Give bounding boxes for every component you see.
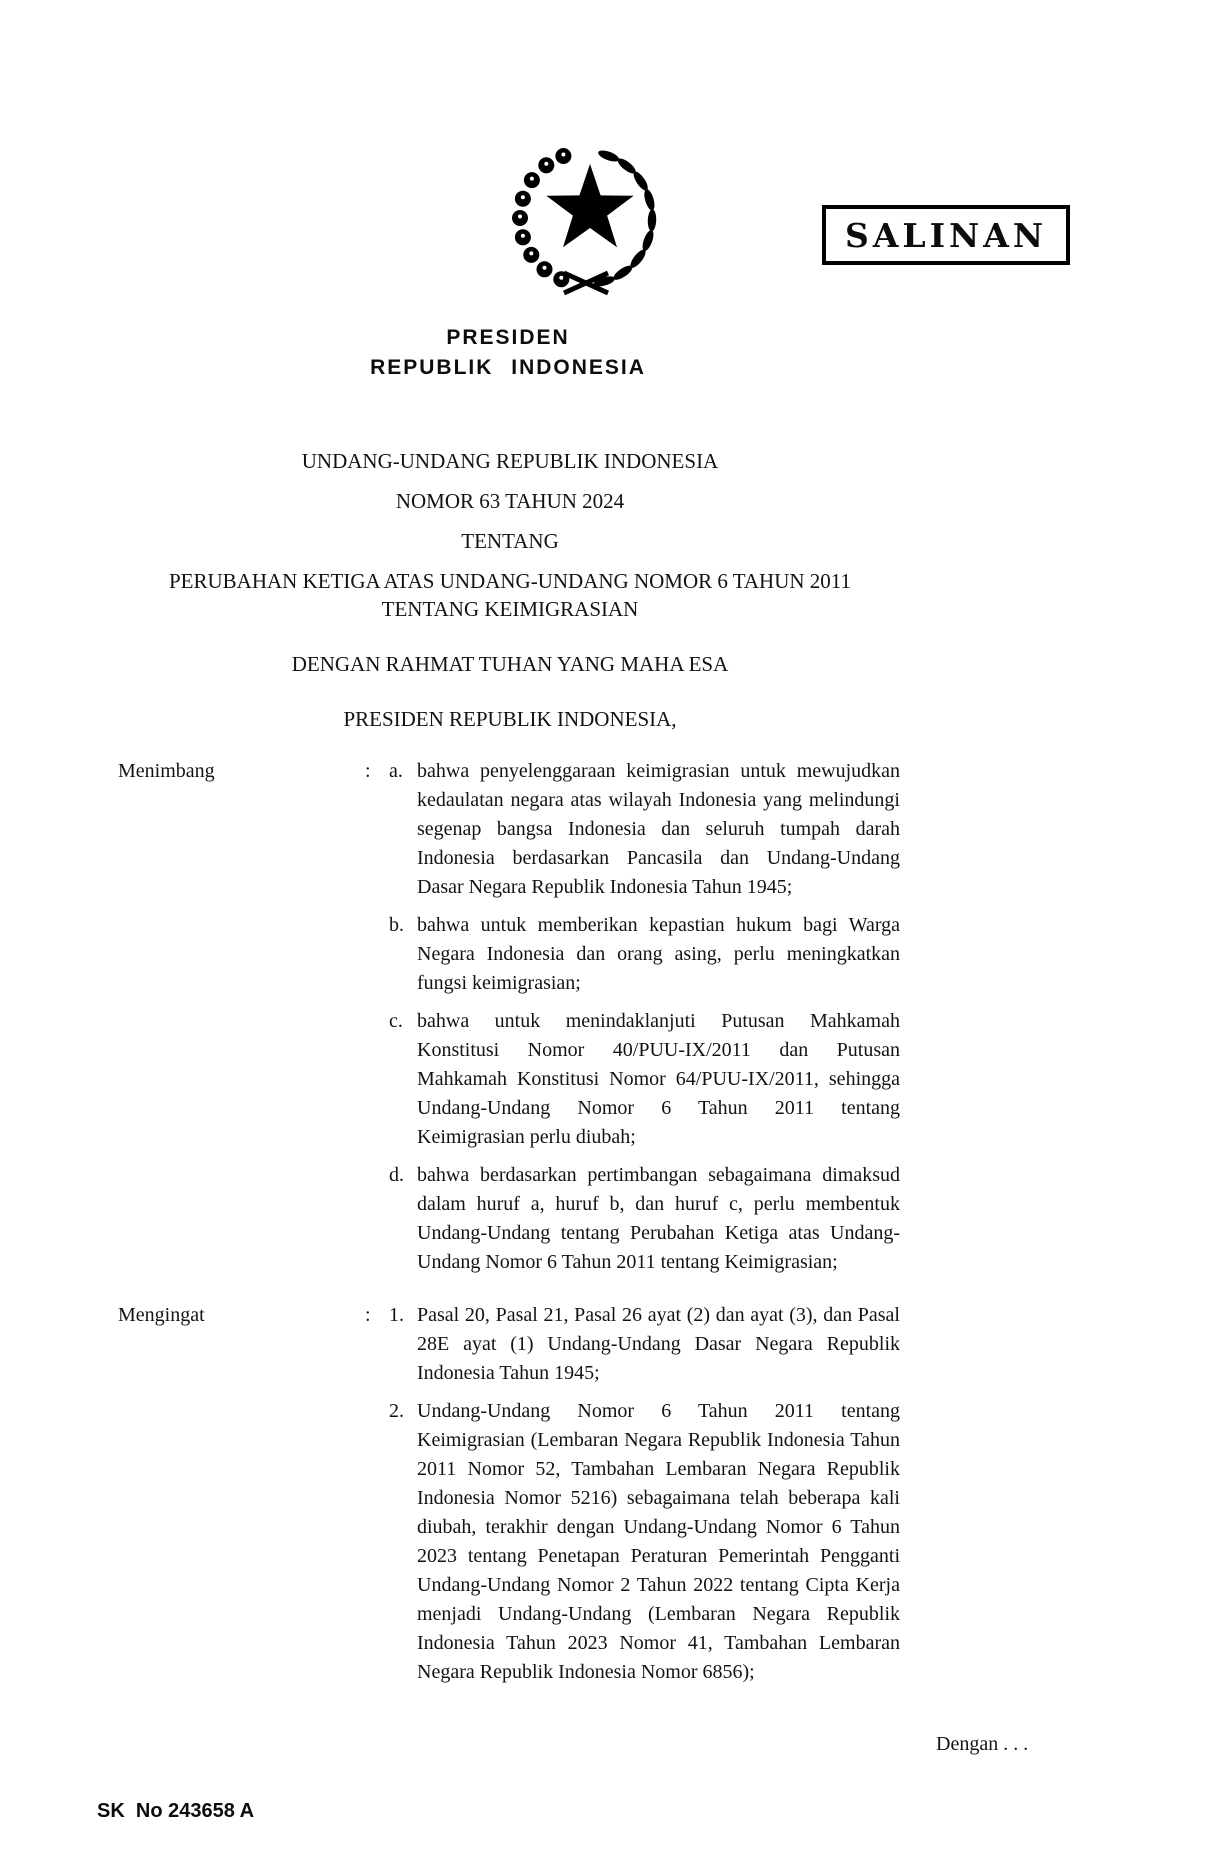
sk-number-code: SK No 243658 A — [97, 1800, 255, 1822]
section-label: Menimbang — [118, 760, 215, 782]
salinan-stamp-label: SALINAN — [844, 215, 1047, 255]
list-item — [389, 911, 900, 998]
list-item-text: bahwa penyelenggaraan keimigrasian untuk mewujudkan kedaulatan negara atas wilayah Indonesia yang melindungi segenap bangsa Indonesia dan seluruh tumpah darah Indonesia berdasarkan Pancasila dan Undang-Undang Dasar Negara Republik Indonesia Tahun 1945; — [417, 760, 900, 898]
letterhead-republik-indonesia: REPUBLIK INDONESIA — [370, 356, 646, 379]
star-wreath-emblem-icon — [502, 134, 670, 298]
doc-title-line1: UNDANG-UNDANG REPUBLIK INDONESIA — [301, 449, 719, 473]
list-item-marker: a. — [389, 760, 403, 782]
list-item — [389, 1301, 900, 1388]
list-item-text: Pasal 20, Pasal 21, Pasal 26 ayat (2) dan ayat (3), dan Pasal 28E ayat (1) Undang-Undang Dasar Negara Republik Indonesia Tahun 1945; — [417, 1304, 900, 1384]
doc-invocation: DENGAN RAHMAT TUHAN YANG MAHA ESA — [291, 652, 729, 676]
catchword: Dengan . . . — [936, 1733, 1029, 1755]
section-colon: : — [365, 1304, 371, 1326]
document-body — [118, 757, 900, 1711]
list-item-text: bahwa untuk memberikan kepastian hukum bagi Warga Negara Indonesia dan orang asing, perlu meningkatkan fungsi keimigrasian; — [417, 914, 900, 994]
list-item — [389, 757, 900, 902]
salinan-stamp — [822, 205, 1070, 265]
letterhead — [308, 326, 708, 380]
list-item-marker: d. — [389, 1164, 404, 1186]
doc-title-tentang: TENTANG — [461, 529, 559, 553]
list-item-text: bahwa berdasarkan pertimbangan sebagaimana dimaksud dalam huruf a, huruf b, dan huruf c, perlu membentuk Undang-Undang tentang Perubahan Ketiga atas Undang-Undang Nomor 6 Tahun 2011 tentang Keimigrasian; — [417, 1164, 900, 1273]
doc-authority: PRESIDEN REPUBLIK INDONESIA, — [343, 707, 677, 731]
doc-title-subject: PERUBAHAN KETIGA ATAS UNDANG-UNDANG NOMOR 6 TAHUN 2011 TENTANG KEIMIGRASIAN — [168, 569, 852, 621]
list-item-text: Undang-Undang Nomor 6 Tahun 2011 tentang Keimigrasian (Lembaran Negara Republik Indonesia Tahun 2011 Nomor 52, Tambahan Lembaran Negara Republik Indonesia Nomor 5216) sebagaimana telah beberapa kali diubah, terakhir dengan Undang-Undang Nomor 6 Tahun 2023 tentang Penetapan Peraturan Pemerintah Pengganti Undang-Undang Nomor 2 Tahun 2022 tentang Cipta Kerja menjadi Undang-Undang (Lembaran Negara Republik Indonesia Tahun 2023 Nomor 41, Tambahan Lembaran Negara Republik Indonesia Nomor 6856); — [417, 1400, 900, 1683]
list-item — [389, 1397, 900, 1687]
list-item-marker: c. — [389, 1010, 403, 1032]
section-label: Mengingat — [118, 1304, 205, 1326]
doc-title-number: NOMOR 63 TAHUN 2024 — [395, 489, 625, 513]
list-item-text: bahwa untuk menindaklanjuti Putusan Mahkamah Konstitusi Nomor 40/PUU-IX/2011 dan Putusan Mahkamah Konstitusi Nomor 64/PUU-IX/2011, sehingga Undang-Undang Nomor 6 Tahun 2011 tentang Keimigrasian perlu diubah; — [417, 1010, 900, 1148]
list-item — [389, 1161, 900, 1277]
section-mengingat — [118, 1301, 900, 1687]
section-colon: : — [365, 760, 371, 782]
list-item — [389, 1007, 900, 1152]
section-menimbang — [118, 757, 900, 1277]
section-items — [389, 1301, 900, 1687]
list-item-marker: 2. — [389, 1400, 404, 1422]
section-items — [389, 757, 900, 1277]
list-item-marker: 1. — [389, 1304, 404, 1326]
letterhead-presiden: PRESIDEN — [446, 326, 570, 349]
list-item-marker: b. — [389, 914, 404, 936]
